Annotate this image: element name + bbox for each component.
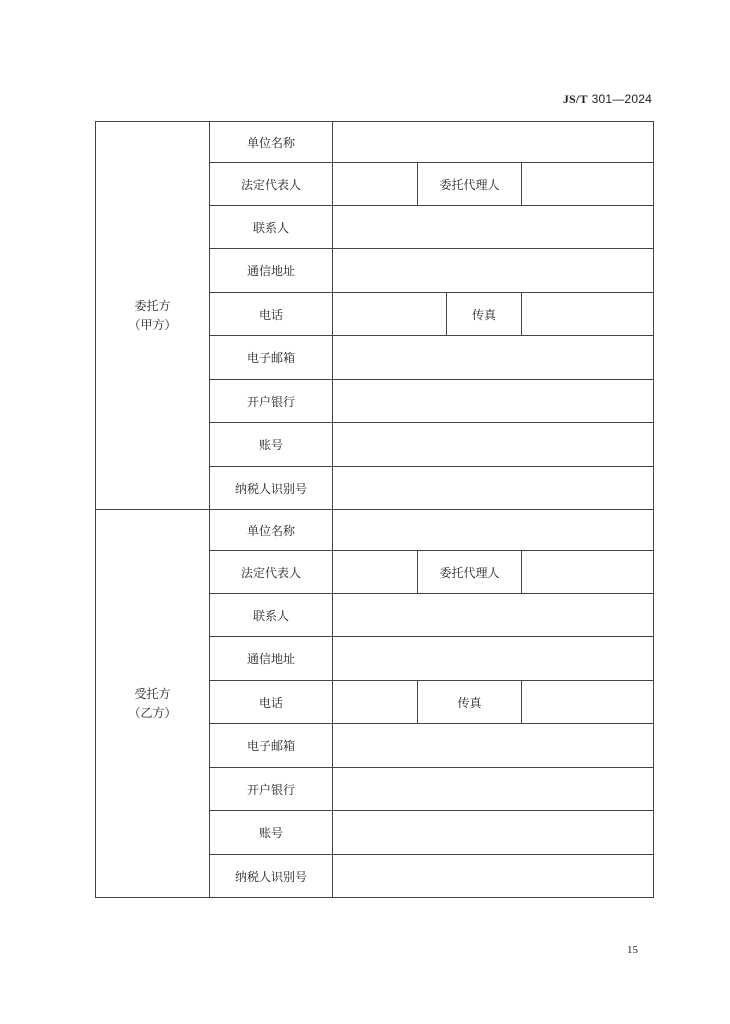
party-b-role: （乙方）: [128, 705, 177, 720]
party-b-agent-field[interactable]: [522, 551, 654, 594]
party-a-unit-name-field[interactable]: [333, 122, 654, 163]
standard-code: [563, 92, 652, 107]
party-info-table: [95, 121, 654, 898]
party-a-address-field[interactable]: [333, 249, 654, 293]
party-b-legal-rep-label: 法定代表人: [210, 551, 333, 594]
party-a-email-label: 电子邮箱: [210, 336, 333, 380]
party-a-agent-field[interactable]: [522, 163, 654, 206]
party-b-fax-field[interactable]: [522, 681, 654, 724]
party-b-label: [96, 510, 210, 898]
party-a-bank-label: 开户银行: [210, 380, 333, 423]
party-b-phone-field[interactable]: [333, 681, 418, 724]
page-number: 15: [627, 944, 638, 956]
party-a-phone-label: 电话: [210, 293, 333, 336]
party-a-legal-rep-field[interactable]: [333, 163, 418, 206]
party-a-fax-field[interactable]: [522, 293, 654, 336]
standard-code-prefix: JS/T: [562, 92, 588, 106]
party-a-account-label: 账号: [210, 423, 333, 467]
party-b-agent-label: 委托代理人: [418, 551, 522, 594]
party-b-bank-label: 开户银行: [210, 768, 333, 811]
party-b-contact-label: 联系人: [210, 594, 333, 637]
party-a-email-field[interactable]: [333, 336, 654, 380]
party-b-tax-id-field[interactable]: [333, 855, 654, 898]
standard-code-number: 301—2024: [591, 92, 652, 106]
party-a-legal-rep-label: 法定代表人: [210, 163, 333, 206]
party-b-bank-field[interactable]: [333, 768, 654, 811]
party-b-email-label: 电子邮箱: [210, 724, 333, 768]
party-b-contact-field[interactable]: [333, 594, 654, 637]
party-a-unit-name-label: 单位名称: [210, 122, 333, 163]
party-b-unit-name-field[interactable]: [333, 510, 654, 551]
party-a-role: （甲方）: [128, 317, 177, 332]
party-b-name: 受托方: [134, 686, 171, 701]
party-b-address-label: 通信地址: [210, 637, 333, 681]
party-a-tax-id-field[interactable]: [333, 467, 654, 510]
party-b-legal-rep-field[interactable]: [333, 551, 418, 594]
party-a-bank-field[interactable]: [333, 380, 654, 423]
party-a-account-field[interactable]: [333, 423, 654, 467]
party-b-phone-label: 电话: [210, 681, 333, 724]
party-a-name: 委托方: [134, 298, 171, 313]
party-b-address-field[interactable]: [333, 637, 654, 681]
party-b-fax-label: 传真: [418, 681, 522, 724]
party-b-account-label: 账号: [210, 811, 333, 855]
party-b-unit-name-label: 单位名称: [210, 510, 333, 551]
party-a-contact-field[interactable]: [333, 206, 654, 249]
party-a-contact-label: 联系人: [210, 206, 333, 249]
party-b-tax-id-label: 纳税人识别号: [210, 855, 333, 898]
party-a-label: [96, 122, 210, 510]
party-b-email-field[interactable]: [333, 724, 654, 768]
party-a-agent-label: 委托代理人: [418, 163, 522, 206]
party-b-account-field[interactable]: [333, 811, 654, 855]
party-a-tax-id-label: 纳税人识别号: [210, 467, 333, 510]
party-a-address-label: 通信地址: [210, 249, 333, 293]
party-a-phone-field[interactable]: [333, 293, 447, 336]
party-a-fax-label: 传真: [447, 293, 522, 336]
